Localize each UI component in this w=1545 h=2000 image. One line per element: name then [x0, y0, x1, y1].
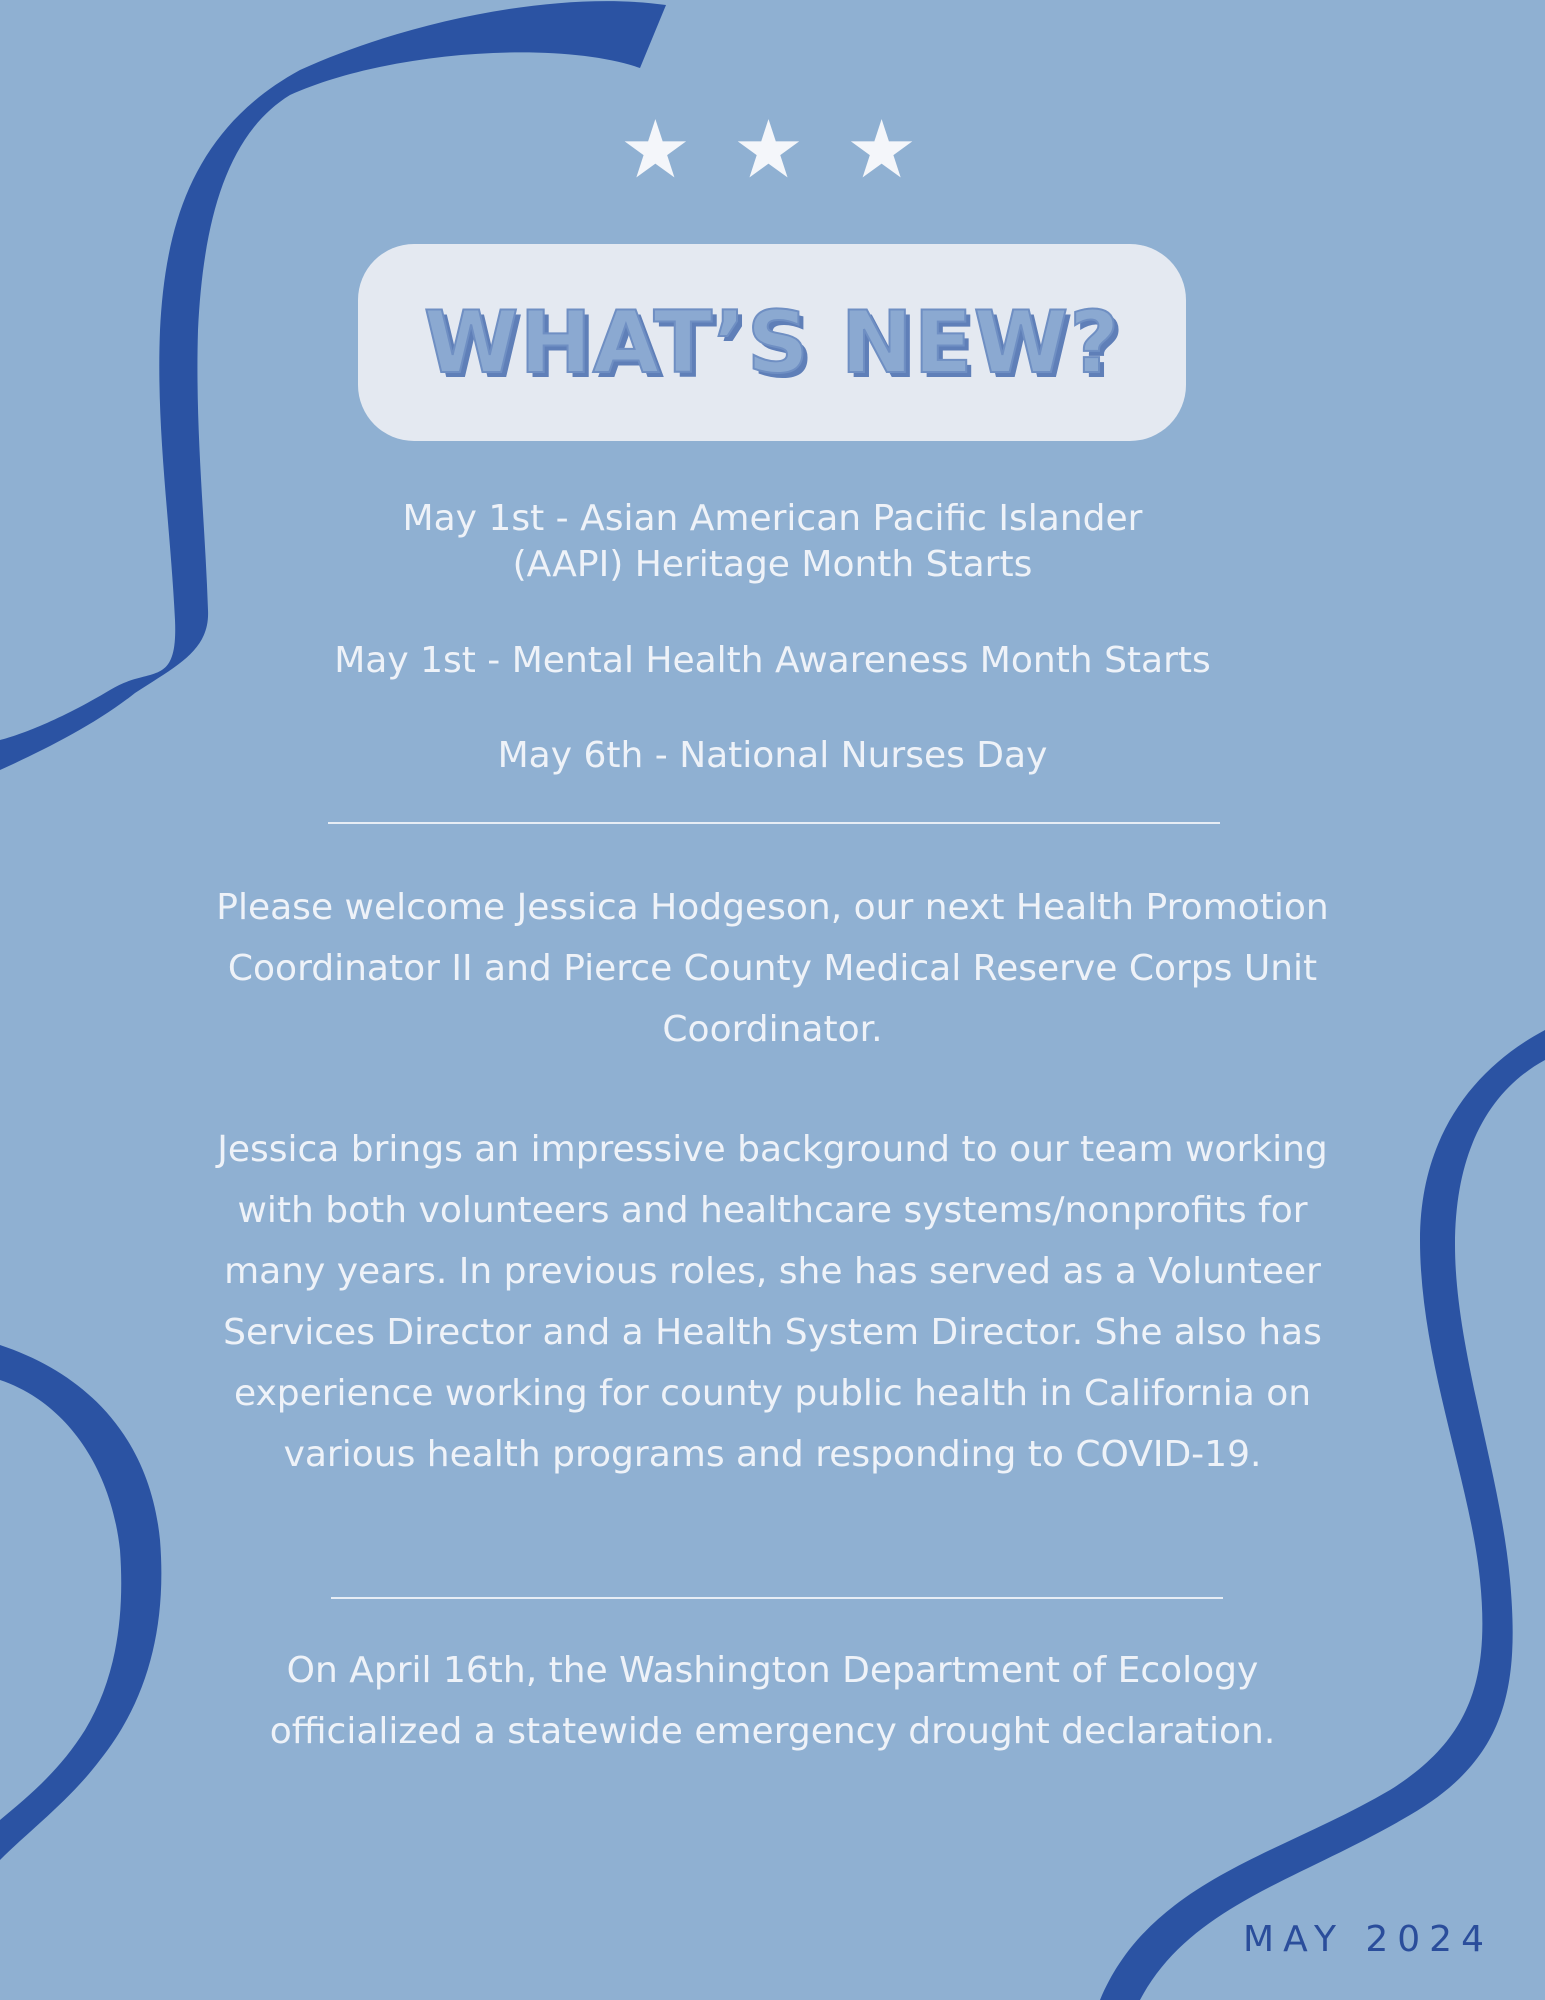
event-aapi: [0, 496, 1545, 588]
divider-top: [328, 822, 1220, 824]
event-nurses-day-text: May 6th - National Nurses Day: [497, 735, 1048, 776]
star-icon: ★: [732, 103, 813, 196]
page-title: WHAT’S NEW?: [423, 292, 1121, 393]
divider-bottom: [331, 1597, 1223, 1599]
event-mental-health: [0, 638, 1545, 684]
ribbon-bottom-left: [0, 1345, 161, 1860]
event-aapi-line2: (AAPI) Heritage Month Starts: [512, 544, 1033, 585]
background-paragraph: Jessica brings an impressive background to our team working with both volunteers and healthcare systems/nonprofits for many years. In previous roles, she has served as a Volunteer Services Director and a Health System Director. She also has experience working for county public health in California on various health programs and responding to COVID-19.: [217, 1129, 1328, 1475]
event-nurses-day: [0, 733, 1545, 779]
welcome-paragraph: Please welcome Jessica Hodgeson, our next Health Promotion Coordinator II and Pierce County Medical Reserve Corps Unit Coordinator.: [216, 887, 1329, 1050]
title-banner: [358, 244, 1186, 441]
stars-row: [0, 103, 1545, 196]
star-icon: ★: [619, 103, 700, 196]
event-aapi-line1: May 1st - Asian American Pacific Islander: [402, 498, 1143, 539]
footer-date: MAY 2024: [1243, 1919, 1493, 1960]
drought-announcement: On April 16th, the Washington Department of Ecology officialized a statewide emergency drought declaration.: [269, 1650, 1276, 1752]
event-mental-health-text: May 1st - Mental Health Awareness Month Starts: [334, 640, 1211, 681]
star-icon: ★: [845, 103, 926, 196]
